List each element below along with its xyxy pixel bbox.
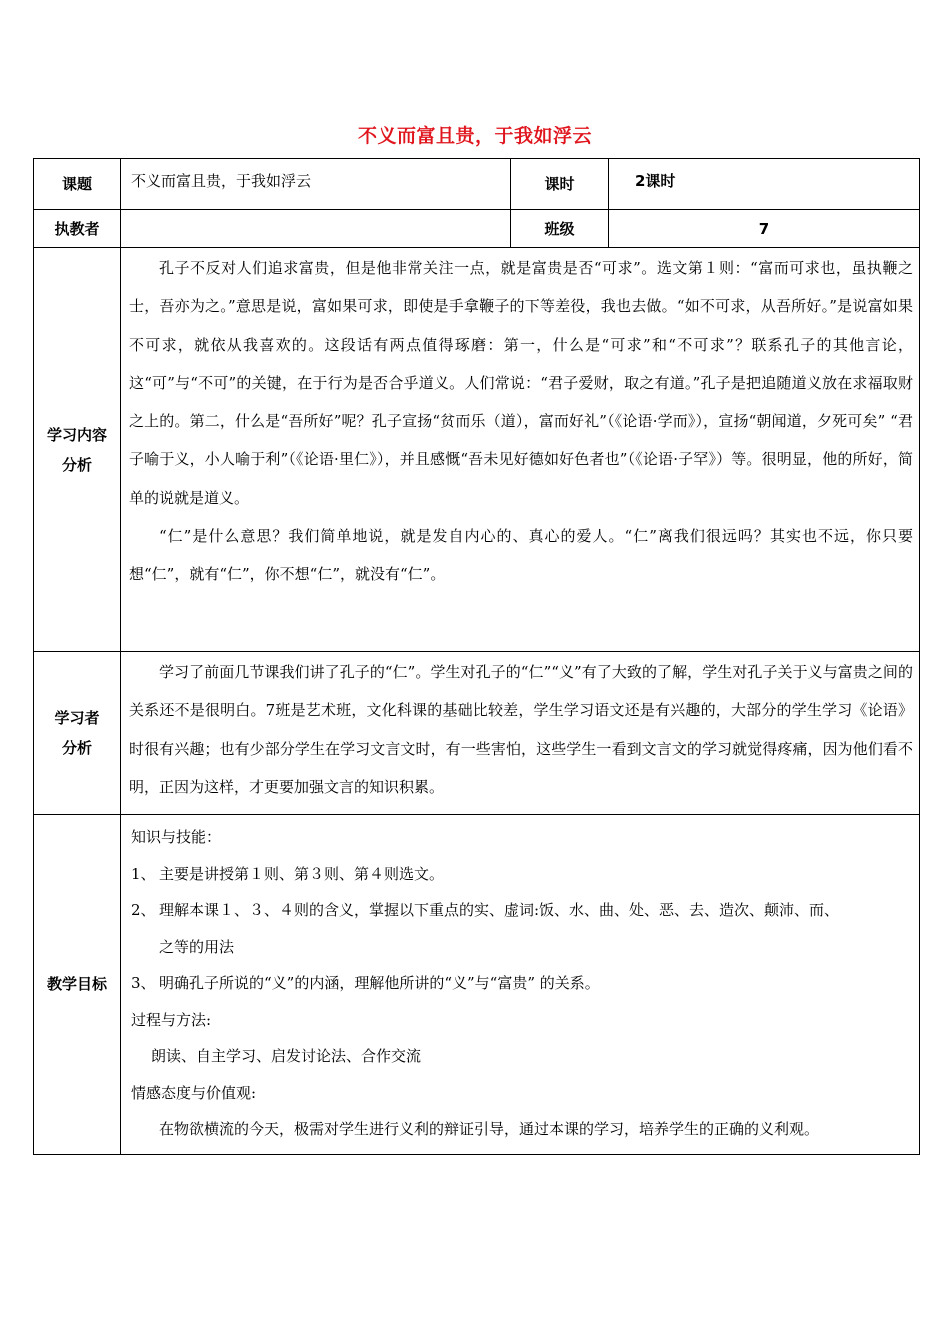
goal-item-1 [131,856,913,893]
goal-item-2-text: 理解本课１、３、４则的含义，掌握以下重点的实、虚词:饭、水、曲、处、恶、去、造次、颠沛、而、 [159,901,840,919]
table-row [34,159,920,210]
process-heading: 过程与方法: [131,1010,212,1029]
content-analysis-label [34,248,121,652]
table-row [34,248,920,652]
goal-item-3 [131,965,913,1002]
class-label: 班级 [511,210,609,248]
lesson-plan-table [33,158,920,1155]
content-paragraph-1: 孔子不反对人们追求富贵，但是他非常关注一点，就是富贵是否“可求”。选文第１则：“富而可求也，虽执鞭之士，吾亦为之。”意思是说，富如果可求，即使是手拿鞭子的下等差役，我也去做。“如不可求，从吾所好。”是说富如果不可求，就依从我喜欢的。这段话有两点值得琢磨：第一，什么是“可求”和“不可求”？联系孔子的其他言论，这“可”与“不可”的关键，在于行为是否合乎道义。人们常说：“君子爱财，取之有道。”孔子是把追随道义放在求福取财之上的。第二，什么是“吾所好”呢？孔子宣扬“贫而乐（道），富而好礼”（《论语·学而》），宣扬“朝闻道，夕死可矣” “君子喻于义，小人喻于利”（《论语·里仁》），并且感慨“吾未见好德如好色者也”（《论语·子罕》）等。很明显，他的所好，简单的说就是道义。 [129,259,913,507]
goal-item-2-number: 2、 [131,901,156,919]
emotion-heading: 情感态度与价值观: [131,1083,257,1102]
goal-item-2 [131,892,913,929]
goal-item-1-text: 主要是讲授第１则、第３则、第４则选文。 [159,864,445,883]
topic-label: 课题 [34,159,121,210]
teaching-goals-body [121,815,920,1155]
emotion-text: 在物欲横流的今天，极需对学生进行义利的辩证引导，通过本课的学习，培养学生的正确的义利观。 [159,1120,820,1138]
learner-analysis-label [34,652,121,815]
hours-label: 课时 [511,159,609,210]
learner-analysis-label-line1: 学习者 [54,709,100,727]
table-row [34,210,920,248]
content-paragraph-2: “仁”是什么意思？我们简单地说，就是发自内心的、真心的爱人。“仁”离我们很远吗？其实也不远，你只要想“仁”，就有“仁”，你不想“仁”，就没有“仁”。 [129,527,913,584]
table-row [34,815,920,1155]
class-value: 7 [609,210,920,248]
table-row [34,652,920,815]
hours-value: 2课时 [609,159,920,210]
goal-item-2-continuation: 之等的用法 [159,937,235,956]
teaching-goals-label: 教学目标 [34,815,121,1155]
topic-value: 不义而富且贵，于我如浮云 [121,159,511,210]
learner-analysis-body [121,652,920,815]
teacher-value [121,210,511,248]
content-analysis-label-line2: 分析 [61,455,92,474]
process-text: 朗读、自主学习、启发讨论法、合作交流 [151,1047,422,1065]
goal-item-3-text: 明确孔子所说的“义”的内涵，理解他所讲的“义”与“富贵” 的关系。 [159,974,600,992]
goal-item-3-number: 3、 [131,974,156,992]
teacher-label: 执教者 [34,210,121,248]
learner-paragraph: 学习了前面几节课我们讲了孔子的“仁”。学生对孔子的“仁”“义”有了大致的了解，学生对孔子关于义与富贵之间的关系还不是很明白。7班是艺术班，文化科课的基础比较差，学生学习语文还是有兴趣的，大部分的学生学习《论语》时很有兴趣；也有少部分学生在学习文言文时，有一些害怕，这些学生一看到文言文的学习就觉得疼痛，因为他们看不明，正因为这样，才更要加强文言的知识积累。 [129,663,913,796]
learner-analysis-label-line2: 分析 [61,739,92,757]
content-analysis-label-line1: 学习内容 [46,425,107,444]
document-title: 不义而富且贵，于我如浮云 [357,125,592,147]
goal-item-1-number: 1、 [131,864,156,883]
content-analysis-body [121,248,920,652]
knowledge-heading: 知识与技能： [131,828,222,846]
